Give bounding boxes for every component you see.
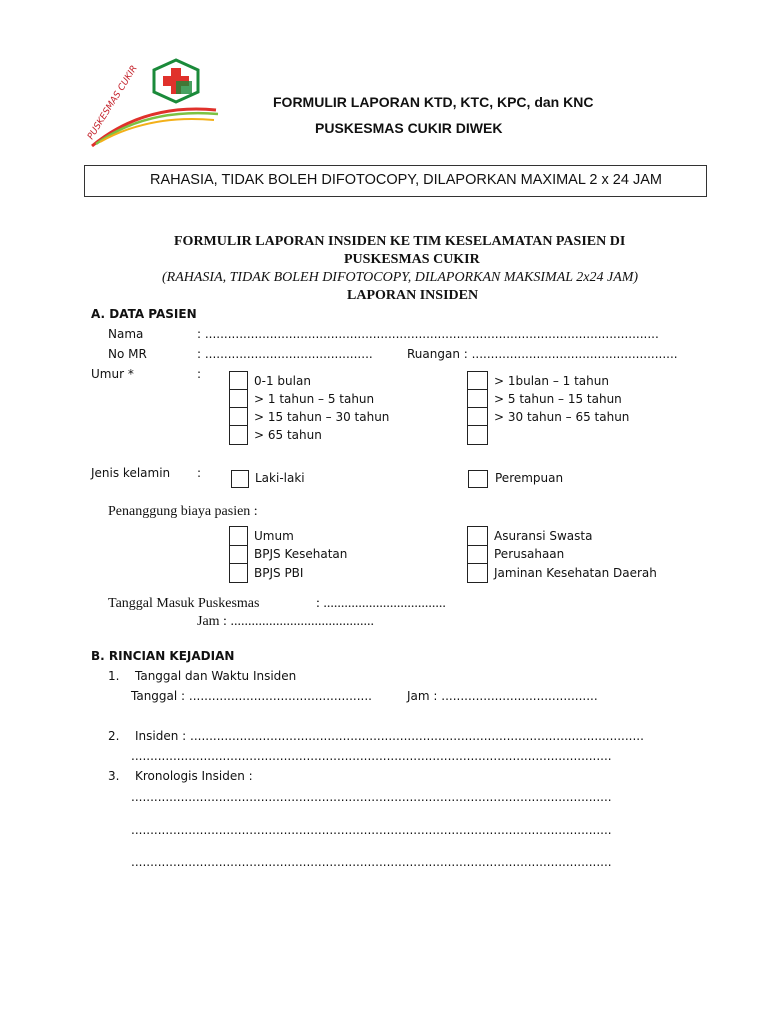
umur-label: Umur * [91, 367, 134, 381]
form-title-line4: LAPORAN INSIDEN [347, 288, 479, 303]
jam-insiden-field[interactable]: Jam : ......................................... [407, 689, 598, 703]
penanggung-biaya-label: Penanggung biaya pasien : [108, 504, 258, 519]
item-1-number: 1. [108, 669, 120, 683]
umur-option: > 30 tahun – 65 tahun [494, 410, 630, 424]
checkbox-umum[interactable] [230, 527, 247, 546]
checkbox-jaminan-kesehatan-daerah[interactable] [468, 564, 487, 582]
checkbox-1-5-tahun[interactable] [230, 390, 247, 408]
penanggung-option: Umum [254, 529, 294, 543]
umur-option: > 1 tahun – 5 tahun [254, 392, 375, 406]
umur-left-checkbox-group[interactable] [229, 371, 248, 445]
header-subtitle: PUSKESMAS CUKIR DIWEK [315, 120, 503, 136]
kronologis-line[interactable]: .............................................................................................................................. [131, 855, 612, 869]
umur-option: > 5 tahun – 15 tahun [494, 392, 622, 406]
perempuan-label: Perempuan [495, 471, 564, 485]
checkbox-5-15-tahun[interactable] [468, 390, 487, 408]
logo-graphic [84, 58, 224, 150]
penanggung-option: BPJS PBI [254, 566, 304, 580]
checkbox-65-tahun[interactable] [230, 426, 247, 444]
item-3-number: 3. [108, 769, 120, 783]
tanggal-masuk-field[interactable]: : ................................... [316, 596, 446, 611]
form-title-line1: FORMULIR LAPORAN INSIDEN KE TIM KESELAMATAN PASIEN DI [174, 234, 626, 249]
penanggung-right-checkbox-group[interactable] [467, 526, 488, 583]
umur-option: > 15 tahun – 30 tahun [254, 410, 390, 424]
jenis-kelamin-colon: : [197, 466, 202, 480]
form-title-line2: PUSKESMAS CUKIR [344, 252, 480, 267]
penanggung-left-checkbox-group[interactable] [229, 526, 248, 583]
item-1-label: Tanggal dan Waktu Insiden [135, 669, 297, 683]
ruangan-field[interactable]: Ruangan : ...................................................... [407, 347, 678, 361]
laki-laki-label: Laki-laki [255, 471, 305, 485]
item-2-number: 2. [108, 729, 120, 743]
umur-right-checkbox-group[interactable] [467, 371, 488, 445]
checkbox-bpjs-kesehatan[interactable] [230, 546, 247, 564]
penanggung-option: Perusahaan [494, 547, 565, 561]
jam-masuk-field[interactable]: Jam : ......................................... [197, 614, 374, 629]
nama-label: Nama [108, 327, 144, 341]
insiden-field-continued[interactable]: .............................................................................................................................. [131, 749, 612, 763]
tanggal-masuk-label: Tanggal Masuk Puskesmas [108, 596, 260, 611]
kronologis-label: Kronologis Insiden : [135, 769, 253, 783]
checkbox-perusahaan[interactable] [468, 546, 487, 564]
notice-text: RAHASIA, TIDAK BOLEH DIFOTOCOPY, DILAPORKAN MAXIMAL 2 x 24 JAM [150, 172, 662, 188]
insiden-field[interactable]: Insiden : ....................................................................................................................... [135, 729, 644, 743]
checkbox-1bulan-1-tahun[interactable] [468, 372, 487, 390]
kronologis-line[interactable]: .............................................................................................................................. [131, 823, 612, 837]
checkbox-bpjs-pbi[interactable] [230, 564, 247, 582]
header-title: FORMULIR LAPORAN KTD, KTC, KPC, dan KNC [273, 94, 594, 110]
penanggung-option: Jaminan Kesehatan Daerah [494, 566, 657, 580]
jenis-kelamin-label: Jenis kelamin [91, 466, 171, 480]
checkbox-0-1-bulan[interactable] [230, 372, 247, 390]
tanggal-insiden-field[interactable]: Tanggal : ................................................ [131, 689, 372, 703]
form-title-line3: (RAHASIA, TIDAK BOLEH DIFOTOCOPY, DILAPORKAN MAKSIMAL 2x24 JAM) [162, 270, 639, 285]
nomr-label: No MR [108, 347, 147, 361]
penanggung-option: Asuransi Swasta [494, 529, 593, 543]
nomr-field[interactable]: : ............................................ [197, 347, 373, 361]
checkbox-empty[interactable] [468, 426, 487, 444]
umur-option: > 1bulan – 1 tahun [494, 374, 609, 388]
penanggung-option: BPJS Kesehatan [254, 547, 348, 561]
checkbox-asuransi-swasta[interactable] [468, 527, 487, 546]
svg-text:PUSKESMAS CUKIR: PUSKESMAS CUKIR [86, 64, 140, 142]
section-b-heading: B. RINCIAN KEJADIAN [91, 649, 235, 663]
umur-option: 0-1 bulan [254, 374, 311, 388]
checkbox-perempuan[interactable] [468, 470, 488, 488]
umur-option: > 65 tahun [254, 428, 322, 442]
checkbox-15-30-tahun[interactable] [230, 408, 247, 426]
nama-field[interactable]: : ....................................................................................................................... [197, 327, 659, 341]
checkbox-laki-laki[interactable] [231, 470, 249, 488]
umur-colon: : [197, 367, 202, 381]
section-a-heading: A. DATA PASIEN [91, 307, 197, 321]
puskesmas-logo [84, 58, 224, 150]
kronologis-line[interactable]: .............................................................................................................................. [131, 790, 612, 804]
checkbox-30-65-tahun[interactable] [468, 408, 487, 426]
